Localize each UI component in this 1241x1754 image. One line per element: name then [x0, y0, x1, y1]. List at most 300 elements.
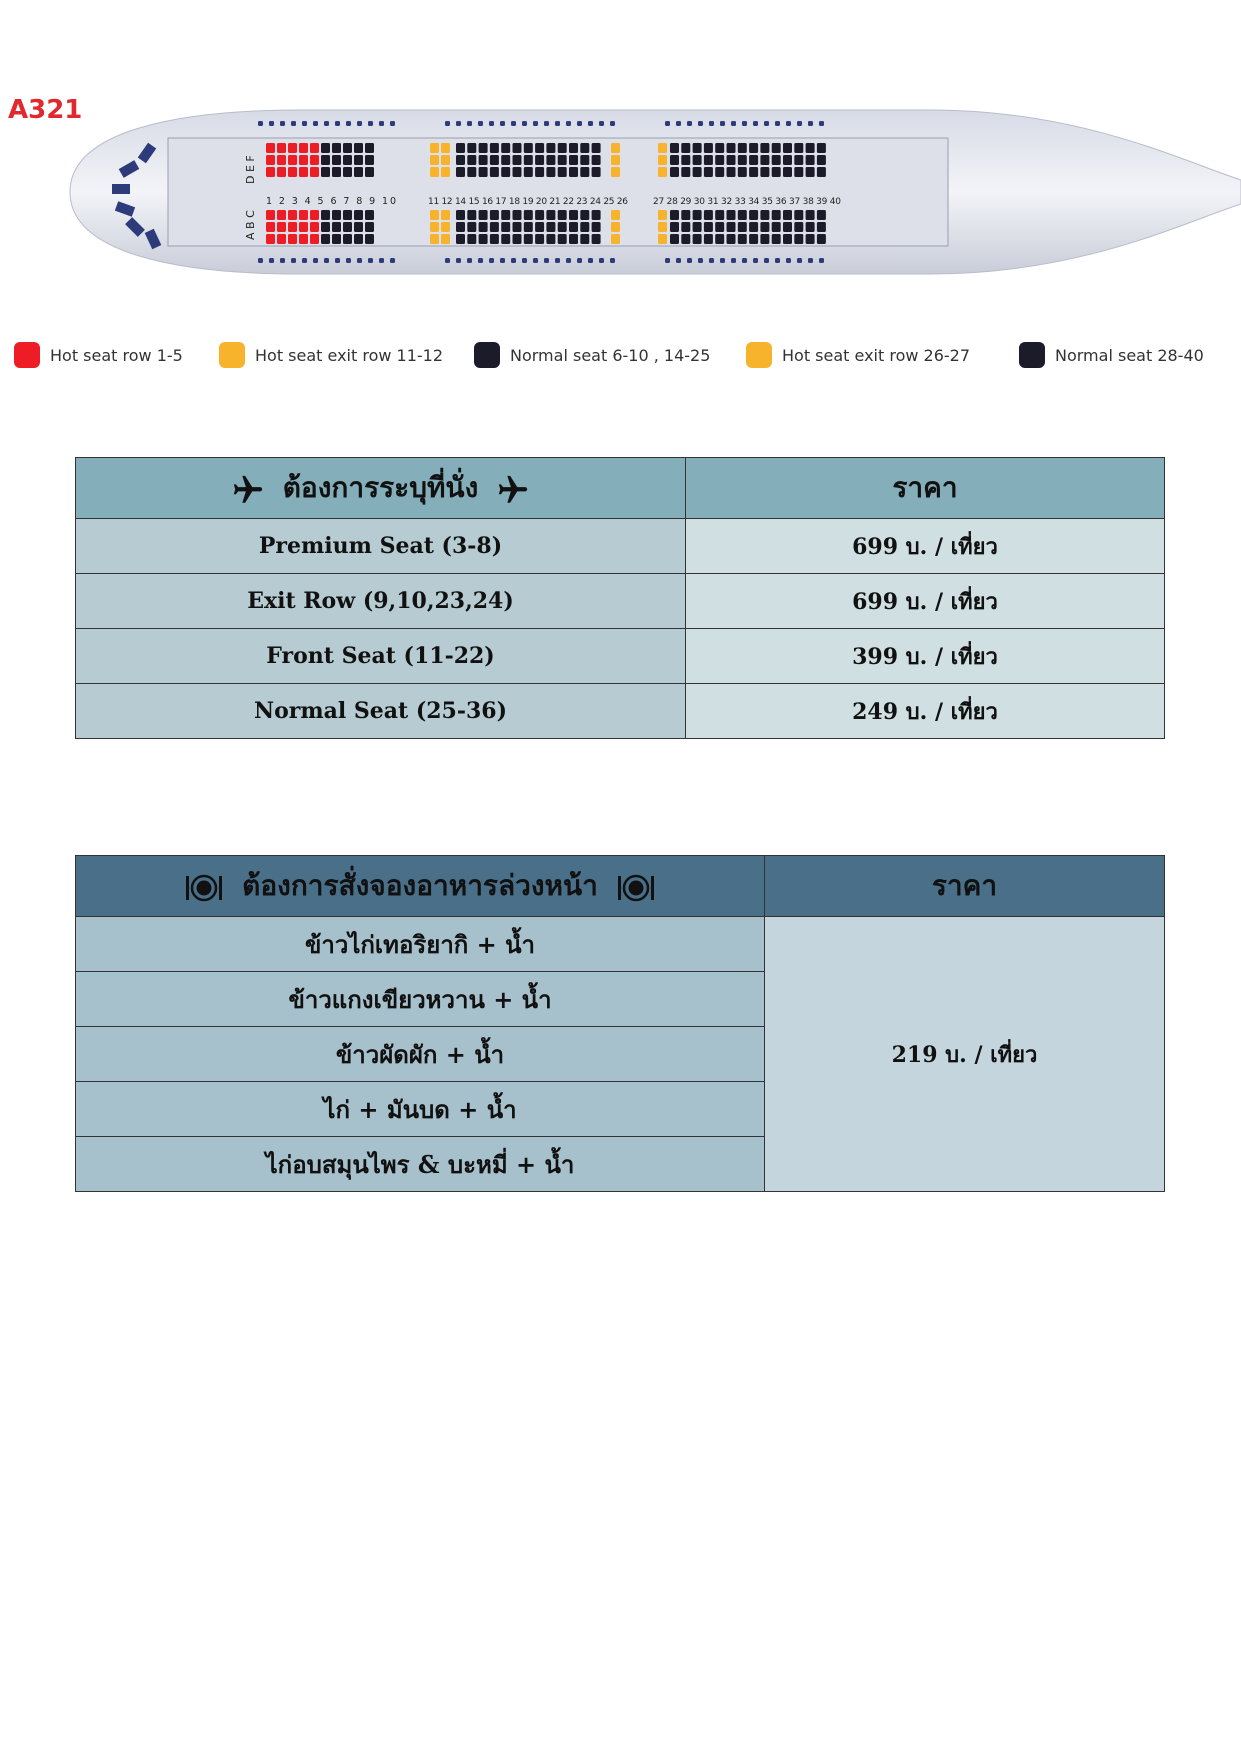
seat	[365, 155, 374, 165]
seat	[749, 155, 758, 165]
seat	[693, 167, 702, 177]
window-marker	[445, 121, 450, 126]
seat	[817, 143, 826, 153]
seat	[569, 234, 578, 244]
seat	[727, 167, 736, 177]
window-marker	[291, 258, 296, 263]
seat	[704, 210, 713, 220]
seat	[277, 234, 286, 244]
seat	[592, 143, 601, 153]
seat-price-cell: 249 บ. / เที่ยว	[686, 684, 1165, 739]
seat	[611, 234, 620, 244]
seat	[321, 210, 330, 220]
seat	[288, 234, 297, 244]
seat	[310, 143, 319, 153]
seat	[354, 167, 363, 177]
seat	[479, 167, 488, 177]
seat	[658, 167, 667, 177]
seat-header-title-cell	[76, 458, 686, 519]
seat	[266, 222, 275, 232]
seat	[430, 210, 439, 220]
seat	[343, 222, 352, 232]
seat	[783, 143, 792, 153]
seat-type-cell: Front Seat (11-22)	[76, 629, 686, 684]
seat	[772, 222, 781, 232]
seat	[693, 222, 702, 232]
seat	[806, 143, 815, 153]
seat	[321, 234, 330, 244]
seat	[467, 167, 476, 177]
window-marker	[566, 121, 571, 126]
legend-hot-front	[14, 342, 183, 368]
seat	[266, 210, 275, 220]
seat	[580, 167, 589, 177]
seat	[490, 167, 499, 177]
window-marker	[599, 258, 604, 263]
seat	[430, 222, 439, 232]
window-marker	[313, 121, 318, 126]
window-marker	[467, 258, 472, 263]
seat	[310, 222, 319, 232]
seat	[354, 143, 363, 153]
seat	[354, 234, 363, 244]
seat	[611, 222, 620, 232]
seat	[715, 234, 724, 244]
seat	[749, 143, 758, 153]
seat	[343, 155, 352, 165]
table-row	[76, 629, 1165, 684]
seat	[580, 155, 589, 165]
seat	[658, 222, 667, 232]
seat	[365, 210, 374, 220]
seat	[738, 167, 747, 177]
seat	[365, 143, 374, 153]
seat	[441, 210, 450, 220]
seat-type-cell: Exit Row (9,10,23,24)	[76, 574, 686, 629]
seat	[546, 155, 555, 165]
seat	[479, 210, 488, 220]
seat	[546, 210, 555, 220]
seat	[817, 222, 826, 232]
seat	[670, 155, 679, 165]
seat	[569, 143, 578, 153]
aircraft-seat-map	[0, 80, 1241, 310]
seat	[266, 234, 275, 244]
seat	[441, 143, 450, 153]
seat	[479, 155, 488, 165]
window-marker	[368, 258, 373, 263]
window-marker	[379, 258, 384, 263]
seat	[794, 222, 803, 232]
seat	[441, 155, 450, 165]
window-marker	[742, 258, 747, 263]
seat	[670, 234, 679, 244]
lower-seat-letters: A B C	[244, 210, 257, 240]
seat	[441, 167, 450, 177]
window-marker	[808, 258, 813, 263]
legend-exit-front	[219, 342, 443, 368]
window-marker	[775, 121, 780, 126]
seat	[693, 155, 702, 165]
window-marker	[489, 121, 494, 126]
meal-price-table	[75, 855, 1165, 1192]
seat	[456, 155, 465, 165]
seat	[456, 210, 465, 220]
seat	[558, 234, 567, 244]
seat	[288, 143, 297, 153]
window-marker	[665, 258, 670, 263]
seat	[611, 167, 620, 177]
window-marker	[555, 121, 560, 126]
seat	[332, 210, 341, 220]
window-marker	[764, 258, 769, 263]
seat	[658, 155, 667, 165]
window-marker	[544, 258, 549, 263]
window-marker	[335, 258, 340, 263]
seat	[546, 222, 555, 232]
window-marker	[709, 258, 714, 263]
seat	[456, 222, 465, 232]
seat	[580, 210, 589, 220]
window-marker	[709, 121, 714, 126]
seat	[288, 167, 297, 177]
airplane-icon	[496, 473, 530, 507]
seat	[794, 210, 803, 220]
seat	[490, 234, 499, 244]
window-marker	[489, 258, 494, 263]
seat	[535, 222, 544, 232]
seat	[569, 222, 578, 232]
window-marker	[324, 258, 329, 263]
seat	[299, 222, 308, 232]
window-marker	[357, 121, 362, 126]
seat	[658, 210, 667, 220]
row-numbers-front: 1 2 3 4 5 6 7 8 9 10	[266, 196, 396, 207]
window-marker	[291, 121, 296, 126]
seat-price-table	[75, 457, 1165, 739]
seat	[738, 210, 747, 220]
seat	[467, 155, 476, 165]
upper-seat-letters: D E F	[244, 155, 257, 184]
seat	[658, 143, 667, 153]
window-marker	[797, 258, 802, 263]
window-marker	[819, 121, 824, 126]
seat	[715, 143, 724, 153]
window-marker	[346, 258, 351, 263]
seat	[715, 222, 724, 232]
seat	[558, 143, 567, 153]
seat	[277, 167, 286, 177]
seat	[467, 234, 476, 244]
row-numbers-mid: 11 12 14 15 16 17 18 19 20 21 22 23 24 25 26	[428, 197, 628, 207]
seat	[299, 167, 308, 177]
seat	[794, 155, 803, 165]
seat	[681, 210, 690, 220]
seat	[772, 210, 781, 220]
window-marker	[511, 258, 516, 263]
seat	[546, 234, 555, 244]
window-marker	[302, 258, 307, 263]
seat	[772, 167, 781, 177]
meal-item-cell: ไก่อบสมุนไพร & บะหมี่ + น้ำ	[76, 1137, 765, 1192]
seat	[501, 155, 510, 165]
seat	[817, 234, 826, 244]
seat	[727, 155, 736, 165]
window-marker	[610, 121, 615, 126]
window-marker	[665, 121, 670, 126]
seat	[430, 143, 439, 153]
seat	[592, 234, 601, 244]
seat	[783, 222, 792, 232]
seat	[535, 167, 544, 177]
meal-header-title: ต้องการสั่งจองอาหารล่วงหน้า	[242, 869, 598, 902]
seat-price-cell: 699 บ. / เที่ยว	[686, 574, 1165, 629]
seat	[365, 222, 374, 232]
seat	[321, 143, 330, 153]
seat	[266, 155, 275, 165]
window-marker	[555, 258, 560, 263]
window-marker	[742, 121, 747, 126]
window-marker	[500, 258, 505, 263]
seat	[569, 167, 578, 177]
legend-swatch	[474, 342, 500, 368]
seat	[693, 234, 702, 244]
window-marker	[280, 121, 285, 126]
seat	[727, 222, 736, 232]
window-marker	[786, 121, 791, 126]
seat	[749, 222, 758, 232]
table-row	[76, 574, 1165, 629]
aircraft-label: A321	[8, 95, 83, 125]
seat	[332, 234, 341, 244]
seat	[704, 143, 713, 153]
seat	[524, 167, 533, 177]
seat	[299, 155, 308, 165]
seat	[299, 143, 308, 153]
seat	[479, 143, 488, 153]
seat-legend	[14, 342, 1234, 372]
seat	[738, 155, 747, 165]
seat	[670, 167, 679, 177]
seat	[490, 143, 499, 153]
seat	[558, 167, 567, 177]
meal-item-cell: ข้าวแกงเขียวหวาน + น้ำ	[76, 972, 765, 1027]
window-marker	[511, 121, 516, 126]
seat	[817, 210, 826, 220]
seat	[681, 222, 690, 232]
seat	[430, 234, 439, 244]
airplane-icon	[231, 473, 265, 507]
seat	[332, 222, 341, 232]
seat	[783, 234, 792, 244]
window-marker	[258, 258, 263, 263]
seat	[310, 167, 319, 177]
seat	[456, 143, 465, 153]
window-marker	[390, 121, 395, 126]
seat	[727, 210, 736, 220]
window-marker	[456, 258, 461, 263]
seat	[535, 210, 544, 220]
seat	[354, 155, 363, 165]
seat	[479, 222, 488, 232]
window-marker	[698, 121, 703, 126]
seat	[430, 155, 439, 165]
seat	[288, 222, 297, 232]
seat	[592, 155, 601, 165]
seat	[611, 210, 620, 220]
legend-swatch	[1019, 342, 1045, 368]
window-marker	[676, 121, 681, 126]
window-marker	[313, 258, 318, 263]
seat	[277, 222, 286, 232]
seat	[783, 167, 792, 177]
seat	[501, 167, 510, 177]
seat-type-cell: Normal Seat (25-36)	[76, 684, 686, 739]
meal-item-cell: ข้าวผัดผัก + น้ำ	[76, 1027, 765, 1082]
seat	[365, 234, 374, 244]
dinner-plate-icon	[184, 873, 224, 903]
seat	[535, 143, 544, 153]
seat	[332, 155, 341, 165]
window-marker	[390, 258, 395, 263]
seat	[456, 167, 465, 177]
seat	[704, 234, 713, 244]
legend-normal-front	[474, 342, 710, 368]
seat	[524, 143, 533, 153]
seat	[490, 155, 499, 165]
seat	[501, 143, 510, 153]
seat	[704, 167, 713, 177]
window-marker	[335, 121, 340, 126]
window-marker	[731, 258, 736, 263]
seat	[592, 222, 601, 232]
seat	[501, 222, 510, 232]
seat	[704, 222, 713, 232]
row-numbers-rear: 27 28 29 30 31 32 33 34 35 36 37 38 39 40	[653, 197, 841, 207]
window-marker	[445, 258, 450, 263]
table-row	[76, 917, 1165, 972]
seat	[592, 167, 601, 177]
seat	[704, 155, 713, 165]
seat	[524, 155, 533, 165]
seat	[513, 143, 522, 153]
seat	[806, 234, 815, 244]
seat	[343, 167, 352, 177]
window-marker	[610, 258, 615, 263]
window-marker	[478, 258, 483, 263]
seat	[794, 143, 803, 153]
window-marker	[577, 258, 582, 263]
seat	[343, 143, 352, 153]
seat-price-cell: 399 บ. / เที่ยว	[686, 629, 1165, 684]
legend-label: Hot seat row 1-5	[50, 345, 183, 365]
seat	[715, 155, 724, 165]
window-marker	[599, 121, 604, 126]
legend-swatch	[219, 342, 245, 368]
window-marker	[346, 121, 351, 126]
window-marker	[544, 121, 549, 126]
seat	[760, 234, 769, 244]
seat	[783, 210, 792, 220]
seat	[806, 210, 815, 220]
seat	[490, 210, 499, 220]
window-marker	[588, 258, 593, 263]
seat	[430, 167, 439, 177]
seat	[513, 155, 522, 165]
seat	[715, 210, 724, 220]
window-marker	[676, 258, 681, 263]
table-header-row	[76, 856, 1165, 917]
seat	[806, 167, 815, 177]
seat	[524, 222, 533, 232]
seat	[783, 155, 792, 165]
meal-header-title-cell	[76, 856, 765, 917]
window-marker	[379, 121, 384, 126]
window-marker	[753, 258, 758, 263]
window-marker	[775, 258, 780, 263]
seat	[681, 155, 690, 165]
seat	[299, 210, 308, 220]
seat	[592, 210, 601, 220]
seat	[513, 167, 522, 177]
seat	[580, 143, 589, 153]
seat	[501, 210, 510, 220]
seat	[738, 234, 747, 244]
window-marker	[302, 121, 307, 126]
legend-swatch	[746, 342, 772, 368]
seat	[354, 210, 363, 220]
window-marker	[522, 258, 527, 263]
seat	[681, 167, 690, 177]
seat	[467, 210, 476, 220]
legend-exit-rear	[746, 342, 970, 368]
seat	[760, 222, 769, 232]
seat	[467, 222, 476, 232]
seat	[321, 155, 330, 165]
seat	[670, 210, 679, 220]
seat	[535, 155, 544, 165]
seat	[490, 222, 499, 232]
window-marker	[533, 121, 538, 126]
seat	[467, 143, 476, 153]
table-row	[76, 684, 1165, 739]
table-header-row	[76, 458, 1165, 519]
seat	[760, 167, 769, 177]
window-marker	[786, 258, 791, 263]
legend-normal-rear	[1019, 342, 1204, 368]
seat	[558, 210, 567, 220]
seat-type-cell: Premium Seat (3-8)	[76, 519, 686, 574]
seat	[681, 143, 690, 153]
seat	[693, 210, 702, 220]
window-marker	[467, 121, 472, 126]
seat	[727, 143, 736, 153]
seat	[513, 222, 522, 232]
seat	[524, 210, 533, 220]
seat	[611, 155, 620, 165]
meal-item-cell: ไก่ + มันบด + น้ำ	[76, 1082, 765, 1137]
seat-header-price: ราคา	[686, 458, 1165, 519]
seat	[727, 234, 736, 244]
window-marker	[258, 121, 263, 126]
window-marker	[808, 121, 813, 126]
seat	[524, 234, 533, 244]
seat	[670, 222, 679, 232]
seat	[569, 155, 578, 165]
seat	[479, 234, 488, 244]
window-marker	[456, 121, 461, 126]
seat	[310, 210, 319, 220]
